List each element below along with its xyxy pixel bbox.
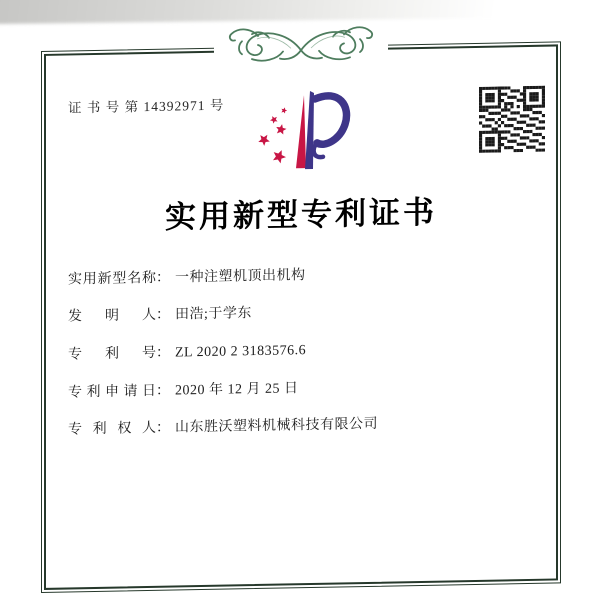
field-label: 专利申请日 bbox=[68, 383, 156, 401]
qr-code bbox=[479, 86, 545, 153]
field-value: ZL 2020 2 3183576.6 bbox=[175, 343, 307, 361]
certificate-frame bbox=[41, 41, 561, 593]
field-label: 实用新型名称 bbox=[68, 270, 156, 288]
photo-top-shadow bbox=[0, 0, 600, 24]
field-colon: ： bbox=[156, 420, 170, 436]
field-colon: ： bbox=[156, 345, 170, 361]
field-value: 2020 年 12 月 25 日 bbox=[175, 381, 299, 399]
certificate-title: 实用新型专利证书 bbox=[165, 194, 437, 235]
field-value: 山东胜沃塑料机械科技有限公司 bbox=[175, 416, 378, 436]
field-label: 专利权人 bbox=[68, 420, 156, 438]
field-label: 发明人 bbox=[68, 307, 156, 325]
field-colon: ： bbox=[156, 383, 170, 399]
flourish-ornament-icon bbox=[211, 23, 391, 72]
field-value: 一种注塑机顶出机构 bbox=[175, 268, 306, 286]
certificate-number: 证 书 号 第 14392971 号 bbox=[68, 97, 225, 116]
field-colon: ： bbox=[156, 307, 170, 323]
field-colon: ： bbox=[156, 270, 170, 286]
field-label: 专利号 bbox=[68, 345, 156, 363]
cnipa-logo-icon bbox=[251, 90, 351, 172]
field-value: 田浩;于学东 bbox=[175, 306, 252, 323]
